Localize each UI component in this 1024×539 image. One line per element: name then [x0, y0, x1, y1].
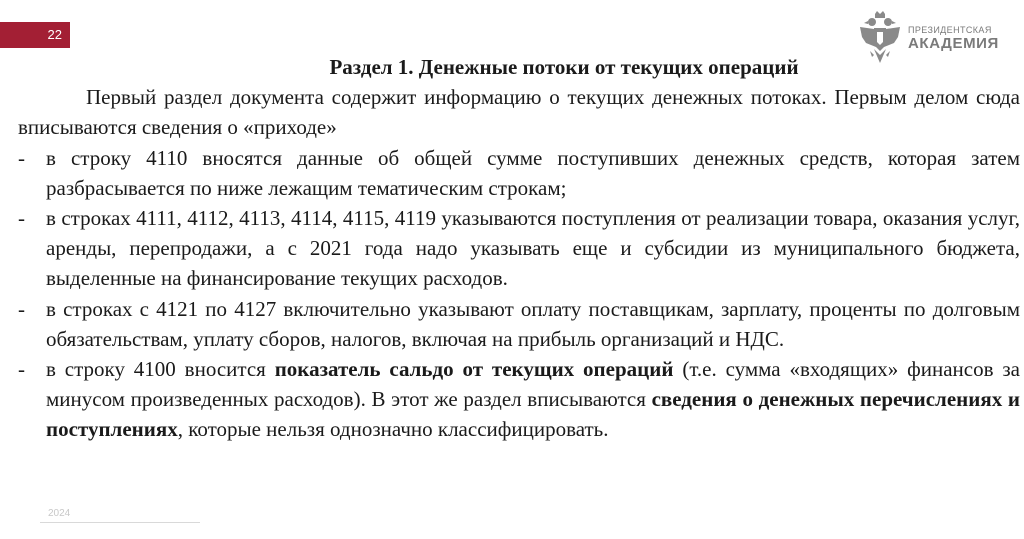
- bullet-text: в строку 4110 вносятся данные об общей сумме поступивших денежных средств, которая затем разбрасывается по ниже лежащим тематическим строкам;: [46, 145, 1020, 200]
- bullet-marker: -: [18, 357, 25, 382]
- page-number: 22: [47, 27, 62, 42]
- bullet-text-part3: , которые нельзя однозначно классифицировать.: [177, 417, 609, 442]
- bullet-bold-term-transfers: сведения о денежных перечислениях и поступлениях: [46, 387, 1020, 442]
- slide-content: [18, 52, 1020, 445]
- logo-text: [908, 26, 999, 51]
- footer-divider: [40, 522, 200, 523]
- list-item: [18, 203, 1020, 294]
- list-item: [18, 354, 1020, 445]
- logo-line2: АКАДЕМИЯ: [908, 34, 999, 52]
- bullet-marker: -: [18, 145, 25, 170]
- bullet-text: в строках 4111, 4112, 4113, 4114, 4115, 4119 указываются поступления от реализации товара, оказания услуг, аренды, перепродажи, а с 2021 года надо указывать еще и субсидии из муниципального бюджета, выделенные на финансирование текущих расходов.: [46, 206, 1020, 291]
- logo-line1: ПРЕЗИДЕНТСКАЯ: [908, 25, 992, 36]
- bullet-marker: -: [18, 296, 25, 321]
- bullet-bold-term-saldo: показатель сальдо от текущих операций: [274, 357, 674, 382]
- intro-paragraph: Первый раздел документа содержит информацию о текущих денежных потоках. Первым делом сюда вписываются сведения о «приходе»: [18, 85, 1020, 140]
- bullet-marker: -: [18, 206, 25, 231]
- footer-year: 2024: [48, 508, 71, 519]
- list-item: [18, 294, 1020, 354]
- list-item: [18, 143, 1020, 203]
- bullet-text-part1: в строку 4100 вносится: [46, 357, 275, 382]
- bullet-text-part2: (т.е. сумма «входящих» финансов за минусом произведенных расходов). В этот же раздел вписываются: [46, 357, 1020, 412]
- bullet-text: в строках с 4121 по 4127 включительно указывают оплату поставщикам, зарплату, проценты по долговым обязательствам, уплату сборов, налогов, включая на прибыль организаций и НДС.: [46, 296, 1020, 351]
- section-heading: Раздел 1. Денежные потоки от текущих операций: [329, 55, 799, 79]
- bullet-list: [18, 143, 1020, 445]
- page-number-badge: [0, 22, 70, 48]
